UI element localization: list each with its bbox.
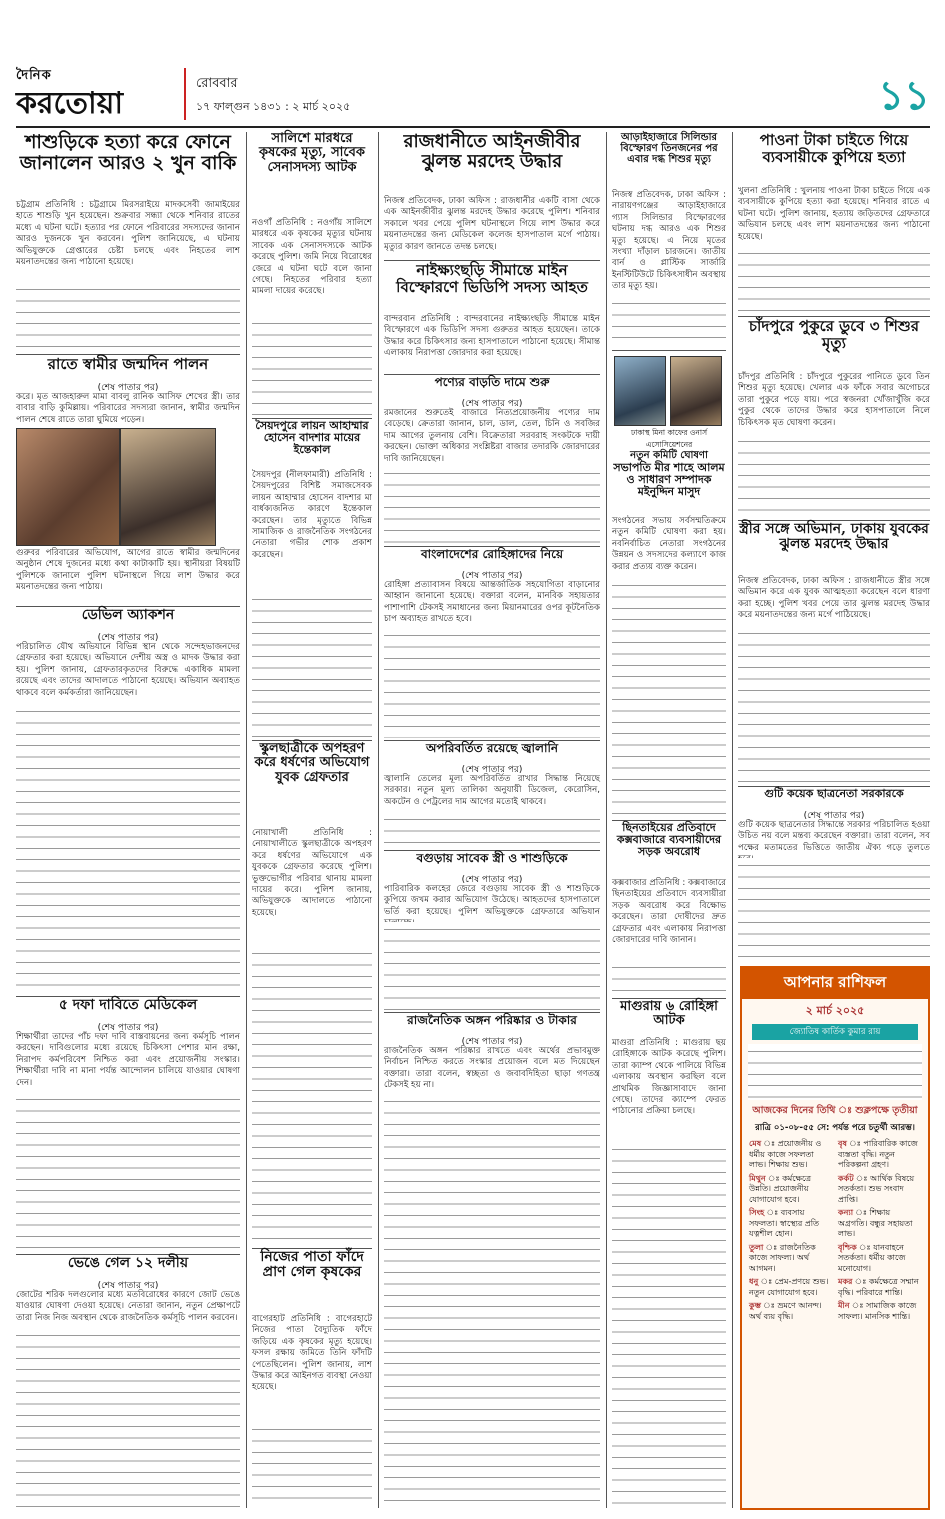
text-column-filler	[612, 1142, 726, 1508]
article-body: মাগুরা প্রতিনিধি : মাগুরায় ছয় রোহিঙ্গাকে আটক করেছে পুলিশ। তারা ক্যাম্প থেকে পালিয়ে বিভিন্ন এলাকায় অবস্থান করছিল বলে প্রাথমিক জিজ্ঞাসাবাদে জানা গেছে। তাদের ক্যাম্পে ফেরত পাঠানোর প্রক্রিয়া চলছে।	[612, 1038, 726, 1117]
horoscope-sign: মিথুন	[749, 1173, 766, 1183]
horoscope-item: কুম্ভ ঃ ভ্রমণে আনন্দ। অর্থ ব্যয় বৃদ্ধি।	[749, 1301, 822, 1321]
horoscope-sign: কুম্ভ	[749, 1301, 761, 1310]
logo-small-text: দৈনিক	[16, 68, 52, 83]
horoscope-item: মেষ ঃ প্রয়োজনীয় ও ধর্মীয় কাজে সফলতা লাভ। শিক্ষায় শুভ।	[749, 1139, 822, 1169]
article-a4-headline-box	[16, 998, 240, 1018]
tithi-detail: রাত্রি ০১-০৮-৫৫ সে: পর্যন্ত পরে চতুর্থী আরম্ভ।	[755, 1123, 915, 1133]
article-body: সংগঠনের সভায় সর্বসম্মতিক্রমে নতুন কমিটি ঘোষণা করা হয়। নবনির্বাচিত নেতারা সংগঠনের উন্নয়ন ও সদস্যদের কল্যাণে কাজ করার প্রত্যয় ব্যক্ত করেন।	[612, 516, 726, 572]
text-column-filler	[252, 1422, 372, 1508]
article-headline: স্কুলছাত্রীকে অপহরণ করে ধর্ষণের অভিযোগ যুবক গ্রেফতার	[254, 741, 370, 785]
text-column-filler	[738, 626, 930, 784]
horoscope-item: বৃষ ঃ পারিবারিক কাজে ব্যস্ততা বৃদ্ধি। নতুন পরিকল্পনা গ্রহণ।	[838, 1139, 918, 1169]
article-a21-headline-box	[738, 132, 930, 184]
horoscope-text: রাজনৈতিক কাজে সাফল্য। অর্থ আগমন।	[749, 1242, 816, 1273]
text-column-filler	[384, 628, 600, 738]
horoscope-sign: ধনু	[749, 1277, 759, 1286]
continued-label: (শেষ পাতার পর)	[97, 1281, 159, 1291]
horoscope-grid	[742, 1139, 928, 1325]
article-a7-headline-box	[252, 420, 372, 468]
page-number: ১১	[878, 72, 930, 119]
article-a23-headline-box	[738, 522, 930, 574]
article-headline: ভেঙে গেল ১২ দলীয়	[67, 1255, 189, 1271]
article-a24-headline-box	[738, 788, 930, 806]
portrait-photo-secretary	[670, 356, 722, 426]
horoscope-box	[740, 966, 930, 1510]
article-headline: ডেভিল অ্যাকশন	[81, 607, 175, 623]
horoscope-text: প্রেম-প্রণয়ে শুভ। নতুন যোগাযোগ হবে।	[749, 1277, 829, 1297]
continued-label: (শেষ পাতার পর)	[461, 765, 523, 775]
column-rule	[606, 132, 607, 1508]
portrait-photo-president	[614, 356, 666, 426]
article-headline: পণ্যের বাড়তি দামে শুরু	[434, 375, 550, 389]
article-headline: অপরিবর্তিত রয়েছে জ্বালানি	[425, 741, 559, 755]
article-headline: রাজনৈতিক অঙ্গন পরিষ্কার ও টাকার	[407, 1013, 577, 1027]
article-a1-headline-box	[16, 132, 240, 198]
article-body: নোয়াখালী প্রতিনিধি : নোয়াখালীতে স্কুলছাত্রীকে অপহরণ করে ধর্ষণের অভিযোগে এক যুবককে গ্রেফতার করেছে পুলিশ। ভুক্তভোগীর পরিবার থানায় মামলা দায়ের করে। পুলিশ জানায়, অভিযুক্তকে আদালতে পাঠানো হয়েছে।	[252, 828, 372, 918]
horoscope-sign: তুলা	[749, 1242, 764, 1252]
horoscope-item: কর্কট ঃ আর্থিক বিষয়ে সতর্কতা। শুভ সংবাদ প্রাপ্তি।	[838, 1173, 915, 1204]
horoscope-sign: মকর	[838, 1277, 853, 1286]
text-column-filler	[384, 1094, 600, 1508]
article-a9-headline-box	[252, 1250, 372, 1312]
article-a11-headline-box	[384, 262, 600, 312]
article-headline: বাংলাদেশের রোহিঙ্গাদের নিয়ে	[420, 547, 564, 561]
article-body: জোটের শরিক দলগুলোর মধ্যে মতবিরোধের কারণে জোট ভেঙে যাওয়ার ঘোষণা দেওয়া হয়েছে। নেতারা জানান, নতুন প্রেক্ষাপটে তারা নিজ নিজ অবস্থান থেকে রাজনৈতিক কর্মসূচি পালন করবেন।	[16, 1290, 240, 1323]
article-body: চাঁদপুর প্রতিনিধি : চাঁদপুরে পুকুরের পানিতে ডুবে তিন শিশুর মৃত্যু হয়েছে। খেলার এক ফাঁকে সবার অগোচরে তারা পুকুরে পড়ে যায়। পরে স্বজনরা খোঁজাখুঁজি করে পুকুর থেকে তাদের উদ্ধার করে হাসপাতালে নিলে চিকিৎসক মৃত ঘোষণা করেন।	[738, 372, 930, 428]
article-a20-headline-box	[612, 1000, 726, 1036]
horoscope-item: কন্যা ঃ শিক্ষায় অগ্রগতি। বন্ধুর সহায়তা লাভ।	[838, 1208, 913, 1238]
horoscope-date: ২ মার্চ ২০২৫	[805, 1004, 865, 1017]
article-headline: রাতে স্বামীর জন্মদিন পালন	[47, 355, 209, 373]
caption-prefix: ঢাকাস্থ মিনা কাফের ওনার্স এসোসিয়েশনের	[630, 428, 708, 449]
horoscope-text: প্রয়োজনীয় ও ধর্মীয় কাজে সফলতা লাভ। শিক্ষায় শুভ।	[749, 1139, 822, 1169]
article-a6-headline-box	[252, 132, 372, 216]
article-body: গুটি কয়েক ছাত্রনেতার সিদ্ধান্তে সরকার পরিচালিত হওয়া উচিত নয় বলে মন্তব্য করেছেন বক্তারা। তারা বলেন, সব পক্ষের মতামতের ভিত্তিতে জাতীয় ঐক্য গড়ে তুলতে	[738, 820, 930, 853]
article-body: রোহিঙ্গা প্রত্যাবাসন বিষয়ে আন্তর্জাতিক সহযোগিতা বাড়ানোর আহ্বান জানানো হয়েছে। বক্তারা বলেন, মানবিক সহায়তার পাশাপাশি টেকসই সমাধানের জন্য মিয়ানমারের ওপর কূটনৈতিক চাপ অব্যাহত রাখতে হবে।	[384, 580, 600, 625]
article-headline: শাশুড়িকে হত্যা করে ফোনে জানালেন আরও ২ খুন বাকি	[19, 131, 237, 174]
article-body: নিজস্ব প্রতিবেদক, ঢাকা অফিস : নারায়ণগঞ্জের আড়াইহাজারে গ্যাস সিলিন্ডার বিস্ফোরণের ঘটনায় দগ্ধ আরও এক শিশুর মৃত্যু হয়েছে। এ নিয়ে মৃতের সংখ্যা দাঁড়াল চারজনে। জাতীয় বার্ন ও প্লাস্টিক সার্জারি ইনস্টিটিউটে চিকিৎসাধীন অবস্থায় তার মৃত্যু হয়।	[612, 190, 726, 292]
article-headline: চাঁদপুরে পুকুরে ডুবে ৩ শিশুর মৃত্যু	[748, 317, 920, 352]
text-column-filler	[16, 1092, 240, 1252]
continued-label: (শেষ পাতার পর)	[461, 399, 523, 409]
horoscope-item: সিংহ ঃ ব্যবসায় সফলতা। স্বাস্থ্যের প্রতি যত্নশীল হোন।	[749, 1208, 820, 1238]
article-a13-headline-box	[384, 548, 600, 566]
horoscope-sign: কন্যা	[838, 1208, 854, 1217]
article-headline: পাওনা টাকা চাইতে গিয়ে ব্যবসায়ীকে কুপিয়ে হত্যা	[759, 131, 909, 166]
article-body: খুলনা প্রতিনিধি : খুলনায় পাওনা টাকা চাইতে গিয়ে এক ব্যবসায়ীকে কুপিয়ে হত্যা করা হয়েছে। শনিবার রাতে এ ঘটনা ঘটে। পুলিশ জানায়, হত্যায় জড়িতদের গ্রেফতারে অভিযান চলছে এবং লাশ ময়নাতদন্তের জন্য পাঠানো হয়েছে।	[738, 186, 930, 242]
horoscope-text: কর্মক্ষেত্রে উন্নতি। প্রয়োজনীয় যোগাযোগ হবে।	[749, 1173, 812, 1204]
horoscope-text: শিক্ষায় অগ্রগতি। বন্ধুর সহায়তা লাভ।	[838, 1208, 913, 1238]
horoscope-text: সামাজিক কাজে সাফল্য। মানসিক শান্তি।	[838, 1301, 917, 1321]
article-body: নিজস্ব প্রতিবেদক, ঢাকা অফিস : রাজধানীর একটি বাসা থেকে এক আইনজীবীর ঝুলন্ত মরদেহ উদ্ধার করেছে পুলিশ। শনিবার সকালে খবর পেয়ে পুলিশ ঘটনাস্থলে গিয়ে লাশ উদ্ধার করে ময়নাতদন্তের জন্য মেডিকেল কলেজ হাসপাতাল মর্গে পাঠায়। মৃত্যুর কারণ জানতে তদন্ত চলছে।	[384, 196, 600, 252]
article-headline: আড়াইহাজারে সিলিন্ডার বিস্ফোরণ তিনজনের পর এবার দগ্ধ শিশুর মৃত্যু	[620, 132, 718, 165]
article-body: রমজানের শুরুতেই বাজারে নিত্যপ্রয়োজনীয় পণ্যের দাম বেড়েছে। ক্রেতারা জানান, চাল, ডাল, তেল, চিনি ও সবজির দাম আগের তুলনায় বেশি। বিক্রেতারা সরবরাহ সংকটকে দায়ী করছেন। ভোক্তা অধিকার সংশ্লিষ্টরা বাজার তদারকি জোরদারের দাবি জানিয়েছেন।	[384, 408, 600, 464]
horoscope-sign: সিংহ	[749, 1208, 765, 1217]
article-a2-headline-box	[16, 356, 240, 378]
article-body: কক্সবাজার প্রতিনিধি : কক্সবাজারে ছিনতাইয়ের প্রতিবাদে ব্যবসায়ীরা সড়ক অবরোধ করে বিক্ষোভ করেছেন। তারা দোষীদের দ্রুত গ্রেফতার এবং এলাকায় নিরাপত্তা জোরদারের দাবি জানান।	[612, 878, 726, 946]
article-body: নিজস্ব প্রতিবেদক, ঢাকা অফিস : রাজধানীতে স্ত্রীর সঙ্গে অভিমান করে এক যুবক আত্মহত্যা করেছেন বলে ধারণা করা হচ্ছে। পুলিশ খবর পেয়ে তার ঝুলন্ত মরদেহ উদ্ধার করে ময়নাতদন্তের জন্য মর্গে পাঠিয়েছে।	[738, 576, 930, 621]
text-column-filler	[612, 296, 726, 348]
horoscope-item: মকর ঃ কর্মক্ষেত্রে সম্মান বৃদ্ধি। পরিবারে শান্তি।	[838, 1277, 919, 1297]
text-column-filler	[384, 466, 600, 544]
article-headline: স্ত্রীর সঙ্গে অভিমান, ঢাকায় যুবকের ঝুলন্ত মরদেহ উদ্ধার	[739, 521, 929, 553]
text-column-filler	[738, 246, 930, 314]
continued-label: (শেষ পাতার পর)	[461, 875, 523, 885]
article-body: রাজনৈতিক অঙ্গন পরিষ্কার রাখতে এবং অর্থের প্রভাবমুক্ত নির্বাচন নিশ্চিত করতে সংস্কার প্রয়োজন বলে মত দিয়েছেন বক্তারা। তারা বলেন, স্বচ্ছতা ও জবাবদিহিতা ছাড়া গণতন্ত্র টেকসই হয় না।	[384, 1046, 600, 1091]
article-a12-headline-box	[384, 376, 600, 394]
text-column-filler	[252, 592, 372, 738]
continued-label: (শেষ পাতার পর)	[461, 1037, 523, 1047]
horoscope-intro-filler	[748, 1044, 922, 1100]
horoscope-sign: বৃষ	[838, 1139, 847, 1148]
article-headline: সালিশে মারধরে কৃষকের মৃত্যু, সাবেক সেনাসদস্য আটক	[259, 131, 365, 175]
tithi-heading: আজকের দিনের তিথি ঃ শুক্লপক্ষে তৃতীয়া	[752, 1105, 918, 1116]
article-a14-headline-box	[384, 742, 600, 760]
couple-photo-left	[16, 428, 120, 546]
article-a5-headline-box	[16, 1256, 240, 1276]
masthead-logo	[16, 66, 176, 124]
article-body: পরিচালিত যৌথ অভিযানে বিভিন্ন স্থান থেকে সন্দেহভাজনদের গ্রেফতার করা হয়েছে। অভিযানে দেশীয় অস্ত্র ও মাদক উদ্ধার করা হয়। পুলিশ জানায়, গ্রেফতারকৃতদের বিরুদ্ধে একাধিক মামলা রয়েছে এবং তাদের আদালতে পাঠানো হয়েছে। অভিযান অব্যাহত থাকবে বলে কর্মকর্তারা জানিয়েছেন।	[16, 642, 240, 698]
masthead-day: রোববার	[196, 76, 238, 91]
column-rule	[246, 132, 247, 1508]
article-a22-headline-box	[738, 318, 930, 370]
horoscope-sign: কর্কট	[838, 1173, 854, 1183]
caption-main: নতুন কমিটি ঘোষণা	[630, 450, 708, 461]
text-column-filler	[16, 704, 240, 994]
logo-big-text: করতোয়া	[16, 86, 124, 121]
horoscope-author: জ্যোতিষ কার্তিক কুমার রায়	[752, 1024, 918, 1040]
article-headline: বগুড়ায় সাবেক স্ত্রী ও শাশুড়িকে	[416, 851, 568, 865]
text-column-filler	[612, 960, 726, 996]
article-headline: ছিনতাইয়ের প্রতিবাদে কক্সবাজারে ব্যবসায়ীদের সড়ক অবরোধ	[616, 821, 722, 859]
article-body: চট্টগ্রাম প্রতিনিধি : চট্টগ্রামে মিরসরাইয়ে মাদকসেবী জামাইয়ের হাতে শাশুড়ি খুন হয়েছেন। শুক্রবার সন্ধ্যা থেকে শনিবার রাতের মধ্যে এ ঘটনা ঘটে। হত্যার পর ফোনে পরিবারের সদস্যদের জানান আরও দুজনকে খুন করবেন। পুলিশ জানিয়েছে, এ ঘটনায় অভিযুক্তকে গ্রেপ্তারের চেষ্টা চলছে এবং নিহতের লাশ ময়নাতদন্তের জন্য পাঠানো হয়েছে।	[16, 200, 240, 268]
couple-photo-right	[120, 428, 216, 546]
text-column-filler	[16, 282, 240, 352]
horoscope-text: ভ্রমণে আনন্দ। অর্থ ব্যয় বৃদ্ধি।	[749, 1301, 822, 1321]
continued-label: (শেষ পাতার পর)	[461, 571, 523, 581]
text-column-filler	[612, 578, 726, 818]
article-a18-headline-box	[612, 462, 726, 514]
text-column-filler	[738, 434, 930, 518]
horoscope-item: মীন ঃ সামাজিক কাজে সাফল্য। মানসিক শান্তি।	[838, 1301, 917, 1321]
horoscope-text: কর্মক্ষেত্রে সম্মান বৃদ্ধি। পরিবারে শান্তি।	[838, 1277, 919, 1297]
text-column-filler	[252, 316, 372, 416]
horoscope-item: বৃশ্চিক ঃ যানবাহনে সতর্কতা। ধর্মীয় কাজে মনোযোগ।	[838, 1242, 906, 1273]
horoscope-item: ধনু ঃ প্রেম-প্রণয়ে শুভ। নতুন যোগাযোগ হবে।	[749, 1277, 829, 1297]
horoscope-item: তুলা ঃ রাজনৈতিক কাজে সাফল্য। অর্থ আগমন।	[749, 1242, 816, 1273]
article-a19-headline-box	[612, 822, 726, 876]
article-headline: সৈয়দপুরে লায়ন আহাম্মার হোসেন বাদশার মায়ের ইন্তেকাল	[255, 419, 369, 457]
article-body: পারিবারিক কলহের জেরে বগুড়ায় সাবেক স্ত্রী ও শাশুড়িকে কুপিয়ে জখম করার অভিযোগ উঠেছে। আহতদের হাসপাতালে ভর্তি করা হয়েছে। পুলিশ অভিযুক্তকে গ্রেফতারে অভিযান	[384, 884, 600, 917]
column-rule	[732, 132, 733, 1508]
masthead-rule	[16, 126, 930, 128]
continued-label: (শেষ পাতার পর)	[97, 383, 159, 393]
article-body: নওগাঁ প্রতিনিধি : নওগাঁয় সালিশে মারধরে এক কৃষকের মৃত্যুর ঘটনায় সাবেক এক সেনাসদস্যকে আটক করেছে পুলিশ। জমি নিয়ে বিরোধের জেরে এ ঘটনা ঘটে বলে জানা গেছে। নিহতের পরিবার হত্যা মামলা দায়ের করেছে।	[252, 218, 372, 297]
horoscope-text: যানবাহনে সতর্কতা। ধর্মীয় কাজে মনোযোগ।	[838, 1242, 906, 1273]
divider	[612, 350, 726, 351]
continued-label: (শেষ পাতার পর)	[803, 811, 865, 821]
article-body: সৈয়দপুর (নীলফামারী) প্রতিনিধি : সৈয়দপুরের বিশিষ্ট সমাজসেবক লায়ন আহাম্মার হোসেন বাদশার মা বার্ধক্যজনিত কারণে ইন্তেকাল করেছেন। তার মৃত্যুতে বিভিন্ন সামাজিক ও রাজনৈতিক সংগঠনের নেতারা গভীর শোক প্রকাশ করেছেন।	[252, 470, 372, 560]
masthead-divider	[184, 68, 186, 120]
article-headline: নাইক্ষ্যংছড়ি সীমান্তে মাইন বিস্ফোরণে ভিডিপি সদস্য আহত	[396, 261, 588, 296]
article-body: বাগেরহাট প্রতিনিধি : বাগেরহাটে নিজের পাতা বৈদ্যুতিক ফাঁদে জড়িয়ে এক কৃষকের মৃত্যু হয়েছে। ফসল রক্ষায় জমিতে তিনি ফাঁদটি পেতেছিলেন। পুলিশ জানায়, লাশ উদ্ধার করে আইনগত ব্যবস্থা নেওয়া হয়েছে।	[252, 1314, 372, 1393]
text-column-filler	[252, 946, 372, 1246]
masthead-date: ১৭ ফাল্গুন ১৪৩১ : ২ মার্চ ২০২৫	[196, 100, 351, 113]
article-a16-headline-box	[384, 1014, 600, 1032]
article-body: বান্দরবান প্রতিনিধি : বান্দরবানের নাইক্ষ্যংছড়ি সীমান্তে মাইন বিস্ফোরণে এক ভিডিপি সদস্য গুরুতর আহত হয়েছেন। তাকে উদ্ধার করে চিকিৎসার জন্য হাসপাতালে পাঠানো হয়েছে। সীমান্ত এলাকায় নিরাপত্তা জোরদার করা হয়েছে।	[384, 314, 600, 359]
text-column-filler	[738, 858, 930, 958]
horoscope-sign: মেষ	[749, 1139, 762, 1148]
horoscope-sign: বৃশ্চিক	[838, 1242, 857, 1252]
text-column-filler	[384, 922, 600, 1010]
article-a17-headline-box	[612, 132, 726, 188]
article-headline: রাজধানীতে আইনজীবীর ঝুলন্ত মরদেহ উদ্ধার	[403, 131, 581, 172]
article-headline: সভাপতি মীর শাহে আলম ও সাধারণ সম্পাদক মইনুদ্দিন মাসুদ	[613, 461, 725, 499]
article-headline: গুটি কয়েক ছাত্রনেতা সরকারকে	[764, 787, 904, 800]
article-a10-headline-box	[384, 132, 600, 194]
horoscope-text: আর্থিক বিষয়ে সতর্কতা। শুভ সংবাদ প্রাপ্তি।	[838, 1173, 915, 1204]
horoscope-text: পারিবারিক কাজে ব্যস্ততা বৃদ্ধি। নতুন পরিকল্পনা গ্রহণ।	[838, 1139, 918, 1169]
text-column-filler	[384, 812, 600, 848]
article-headline: ৫ দফা দাবিতে মেডিকেল	[58, 997, 198, 1013]
article-body: জ্বালানি তেলের মূল্য অপরিবর্তিত রাখার সিদ্ধান্ত নিয়েছে সরকার। নতুন মূল্য তালিকা অনুযায়ী ডিজেল, কেরোসিন, অকটেন ও পেট্রলের দাম আগের মতোই থাকবে।	[384, 774, 600, 807]
article-a8-headline-box	[252, 742, 372, 826]
article-body: শিক্ষার্থীরা তাদের পাঁচ দফা দাবি বাস্তবায়নের জন্য কর্মসূচি পালন করছেন। দাবিগুলোর মধ্যে রয়েছে চিকিৎসা পেশার মান রক্ষা, নিরাপদ কর্মপরিবেশ নিশ্চিত করা এবং প্রয়োজনীয় সংস্কার। শিক্ষার্থীরা দাবি না মানা পর্যন্ত আন্দোলন চালিয়ে যাওয়ার ঘোষণা দেন।	[16, 1032, 240, 1088]
continued-label: (শেষ পাতার পর)	[97, 1023, 159, 1033]
article-a3-headline-box	[16, 608, 240, 628]
horoscope-title: আপনার রাশিফল	[742, 968, 928, 999]
article-headline: মাগুরায় ৬ রোহিঙ্গা আটক	[620, 999, 718, 1029]
horoscope-text: ব্যবসায় সফলতা। স্বাস্থ্যের প্রতি যত্নশীল হোন।	[749, 1208, 820, 1238]
article-body: করে। মৃত আজহারুল মামা বাবলু রানিক আসিফ শেখের স্ত্রী। তার বাবার বাড়ি কুমিল্লায়। পরিবারের সদস্যরা জানান, স্বামীর জন্মদিন পালন শেষে রাতে তারা ঘুমিয়ে পড়েন।	[16, 392, 240, 425]
text-column-filler	[16, 1328, 240, 1508]
column-rule	[378, 132, 379, 1508]
article-body: গুরুবর পরিবারের অভিযোগ, আগের রাতে স্বামীর জন্মদিনের অনুষ্ঠান শেষে দুজনের মধ্যে কথা কাটাকাটি হয়। স্থানীয়রা বিষয়টি পুলিশকে জানালে পুলিশ ঘটনাস্থলে গিয়ে লাশ উদ্ধার করে ময়নাতদন্তের জন্য পাঠায়।	[16, 548, 240, 593]
horoscope-sign: মীন	[838, 1301, 850, 1310]
article-a15-headline-box	[384, 852, 600, 870]
continued-label: (শেষ পাতার পর)	[97, 633, 159, 643]
article-headline: নিজের পাতা ফাঁদে প্রাণ গেল কৃষকের	[260, 1249, 364, 1281]
horoscope-item: মিথুন ঃ কর্মক্ষেত্রে উন্নতি। প্রয়োজনীয় যোগাযোগ হবে।	[749, 1173, 812, 1204]
